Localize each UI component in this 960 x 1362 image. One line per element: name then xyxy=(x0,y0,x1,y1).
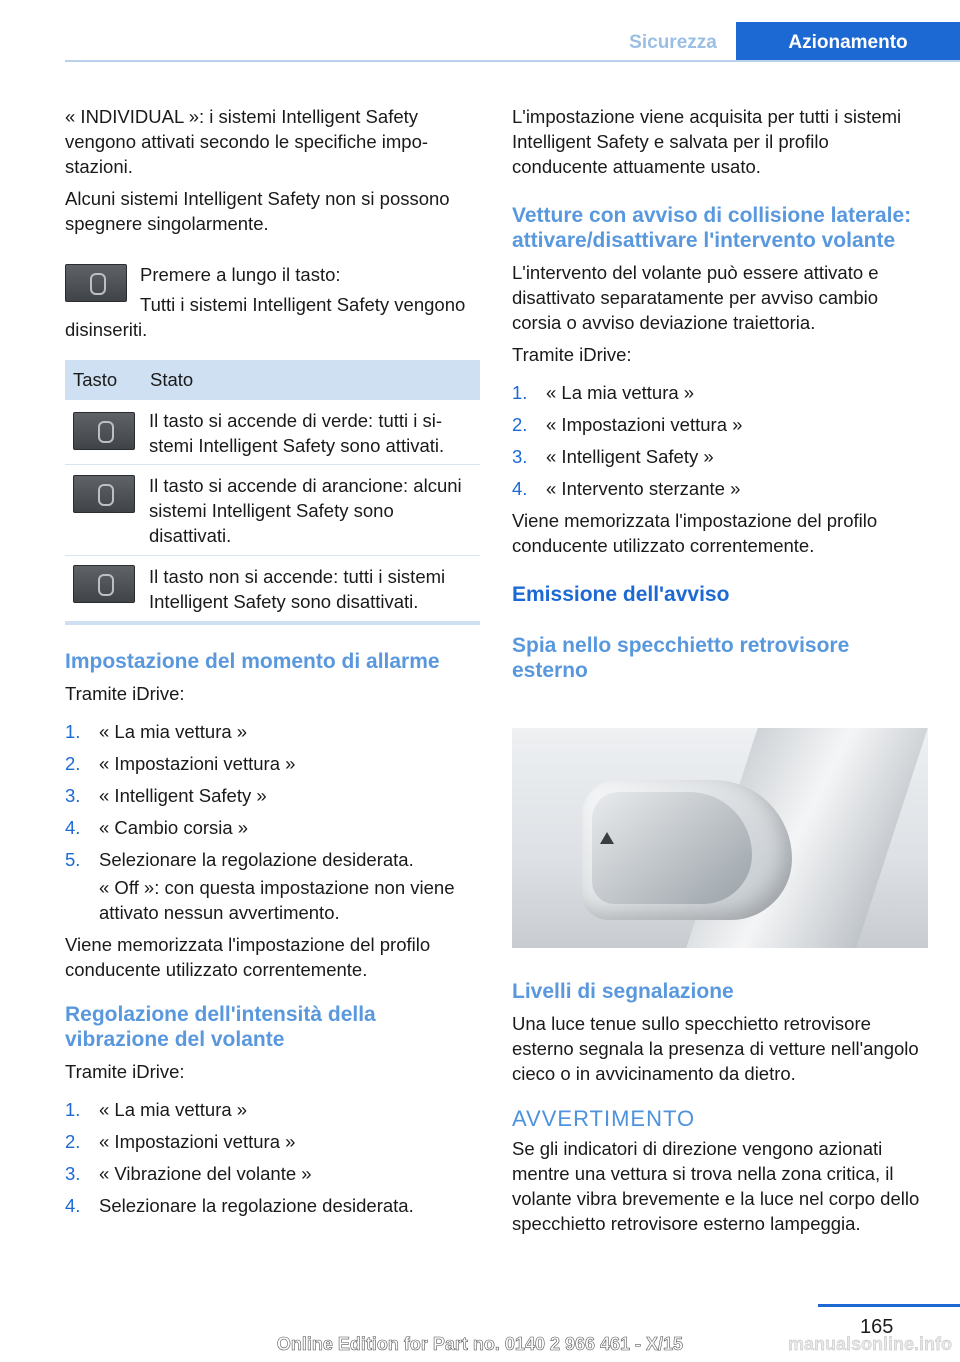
table-row xyxy=(65,400,480,464)
via-idrive: Tramite iDrive: xyxy=(512,344,632,365)
header-rule xyxy=(65,60,960,62)
individual-paragraph: « INDIVIDUAL »: i sistemi Intelligent Safety vengono attivati secondo le specifiche impostazioni. xyxy=(65,106,429,177)
memo-paragraph: Viene memorizzata l'impostazione del profilo conducente utilizzato correntemente. xyxy=(65,934,431,980)
section-rule xyxy=(65,621,480,625)
col-tasto: Tasto xyxy=(73,369,118,390)
systems-paragraph: Alcuni sistemi Intelligent Safety non si possono spegnere singolarmente. xyxy=(65,188,450,234)
warning-title: AVVERTIMENTO xyxy=(512,1106,696,1131)
row-text: Il tasto si accende di verde: tutti i sistemi Intelligent Safety sono attivati. xyxy=(149,410,445,456)
heading-vibration: Regolazione dell'intensità della vibrazione del volante xyxy=(65,1003,376,1051)
left-column xyxy=(65,104,480,243)
heading-emission: Emissione dell'avviso xyxy=(512,583,730,606)
heading-alarm-timing: Impostazione del momento di allarme xyxy=(65,650,440,673)
steps-list-alarm xyxy=(65,719,480,879)
row-text: Il tasto non si accende: tutti i sistemi Intelligent Safety sono disattivati. xyxy=(149,566,446,612)
edition-footer: Online Edition for Part no. 0140 2 966 461 - X/15 xyxy=(276,1334,684,1354)
list-item: 2. « Impostazioni vettura » xyxy=(65,1131,296,1152)
heading-mirror-light: Spia nello specchietto retrovisore esterno xyxy=(512,634,850,682)
watermark: manualsonline.info xyxy=(787,1334,952,1354)
list-item: 1. « La mia vettura » xyxy=(512,382,695,403)
list-item: 3. « Vibrazione del volante » xyxy=(65,1163,312,1184)
list-item: 2. « Impostazioni vettura » xyxy=(65,753,296,774)
list-item: 4. « Intervento sterzante » xyxy=(512,478,741,499)
via-idrive: Tramite iDrive: xyxy=(65,1061,185,1082)
list-item: 4. Selezionare la regolazione desiderata. xyxy=(65,1195,414,1216)
list-item: 3. « Intelligent Safety » xyxy=(512,446,714,467)
warning-paragraph: Se gli indicatori di direzione vengono azionati mentre una vettura si trova nella zona critica, il volante vibra brevemente e la luce nel corpo dello specchietto retrovisore esterno lampeggia. xyxy=(512,1138,920,1234)
heading-side-collision: Vetture con avviso di collisione laterale: attivare/disattivare l'intervento volante xyxy=(512,204,912,252)
via-idrive: Tramite iDrive: xyxy=(65,683,185,704)
press-instruction: Premere a lungo il tasto: xyxy=(140,264,341,285)
list-item: 1. « La mia vettura » xyxy=(65,721,248,742)
header-tab-sicurezza[interactable]: Sicurezza xyxy=(629,32,717,53)
steering-paragraph: L'intervento del volante può essere attivato e disattivato separatamente per avviso cambio corsia o avviso deviazione traiettoria. xyxy=(512,262,879,333)
row-text: Il tasto si accende di arancione: alcuni sistemi Intelligent Safety sono disattivati. xyxy=(149,475,462,546)
list-item: 3. « Intelligent Safety » xyxy=(65,785,267,806)
warning-triangle-icon xyxy=(600,832,614,844)
mirror-photo xyxy=(512,728,928,948)
key-orange-icon xyxy=(73,475,135,513)
right-column xyxy=(512,104,928,683)
profile-paragraph: L'impostazione viene acquisita per tutti i sistemi Intelligent Safety e salvata per il profilo conducente attuamente usato. xyxy=(512,106,902,177)
steps-list-steering xyxy=(512,380,928,508)
header-tab-azionamento[interactable]: Azionamento xyxy=(736,22,960,62)
page-number: 165 xyxy=(860,1316,894,1338)
table-row xyxy=(65,465,480,555)
footer-rule xyxy=(818,1304,960,1307)
table-row xyxy=(65,556,480,620)
heading-levels: Livelli di segnalazione xyxy=(512,980,734,1003)
levels-paragraph: Una luce tenue sullo specchietto retrovisore esterno segnala la presenza di vetture nell'angolo cieco o in avvicinamento da dietro. xyxy=(512,1013,919,1084)
memo-paragraph: Viene memorizzata l'impostazione del profilo conducente utilizzato correntemente. xyxy=(512,510,878,556)
key-state-table xyxy=(65,360,480,620)
key-green-icon xyxy=(73,412,135,450)
list-item: 1. « La mia vettura » xyxy=(65,1099,248,1120)
col-stato: Stato xyxy=(150,369,194,390)
key-off-icon xyxy=(73,565,135,603)
steps-list-vibration xyxy=(65,1097,480,1225)
list-item: 4. « Cambio corsia » xyxy=(65,817,249,838)
press-result: Tutti i sistemi Intelligent Safety vengono disinseriti. xyxy=(65,294,466,340)
off-note: « Off »: con questa impostazione non viene attivato nessun avvertimento. xyxy=(99,877,455,923)
list-item: 5. Selezionare la regolazione desiderata. xyxy=(65,849,414,870)
table-header xyxy=(65,360,480,400)
list-item: 2. « Impostazioni vettura » xyxy=(512,414,743,435)
